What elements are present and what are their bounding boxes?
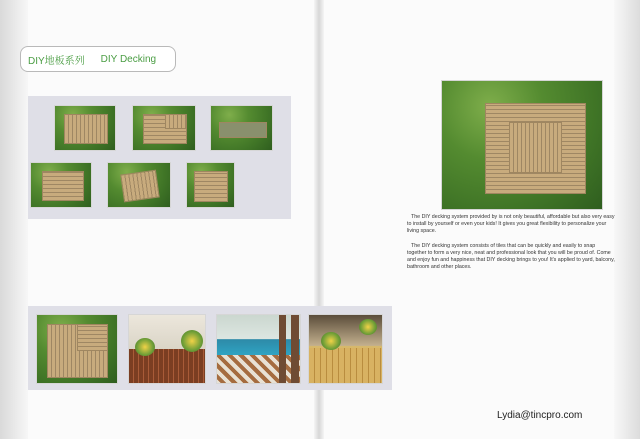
checkered-deck-floor xyxy=(217,355,301,384)
product-description xyxy=(407,214,615,279)
large-deck-tile-center xyxy=(509,122,562,173)
tile-photo-1 xyxy=(54,105,116,151)
english-title: DIY Decking xyxy=(100,53,157,65)
deck-tile xyxy=(194,171,228,202)
pillar xyxy=(291,315,299,384)
description-paragraph-2: The DIY decking system consists of tiles that can be quickly and easily to snap together to form a very nice, neat and professional look that you will be proud of. Come and enjoy fun and happiness that DIY decking brings to you! It's applied to yard, balcony, bathroom and other places. xyxy=(407,243,615,270)
yellow-deck-floor xyxy=(309,348,383,384)
deck-tile xyxy=(42,171,84,201)
tile-photo-5 xyxy=(107,162,171,208)
deck-tile xyxy=(64,114,108,144)
potted-plant xyxy=(181,330,203,352)
chinese-title: DIY地板系列 xyxy=(28,55,85,67)
featured-decking-photo xyxy=(441,80,603,210)
product-title-box xyxy=(20,46,176,72)
description-paragraph-1: The DIY decking system provided by is not only beautiful, affordable but also very easy to install by yourself or even your kids! It gives you great flexibility to personalize your living space. xyxy=(407,214,615,234)
deck-tile-section xyxy=(77,324,108,351)
tile-photo-3 xyxy=(210,105,273,151)
potted-plant xyxy=(321,332,341,350)
deck-tile xyxy=(120,170,160,203)
deck-tile-inset xyxy=(165,114,187,129)
right-page-edge xyxy=(614,0,640,439)
application-photo-pool xyxy=(216,314,301,384)
potted-plant xyxy=(135,338,155,356)
application-photo-grass xyxy=(36,314,118,384)
pillar xyxy=(279,315,286,384)
contact-email: Lydia@tincpro.com xyxy=(497,410,583,421)
potted-plant xyxy=(359,319,377,335)
application-photo-balcony xyxy=(128,314,206,384)
tile-photo-6 xyxy=(186,162,235,208)
application-photo-terrace xyxy=(308,314,383,384)
deck-tile-dark xyxy=(219,122,267,138)
tile-photo-4 xyxy=(30,162,92,208)
tile-photo-2 xyxy=(132,105,196,151)
